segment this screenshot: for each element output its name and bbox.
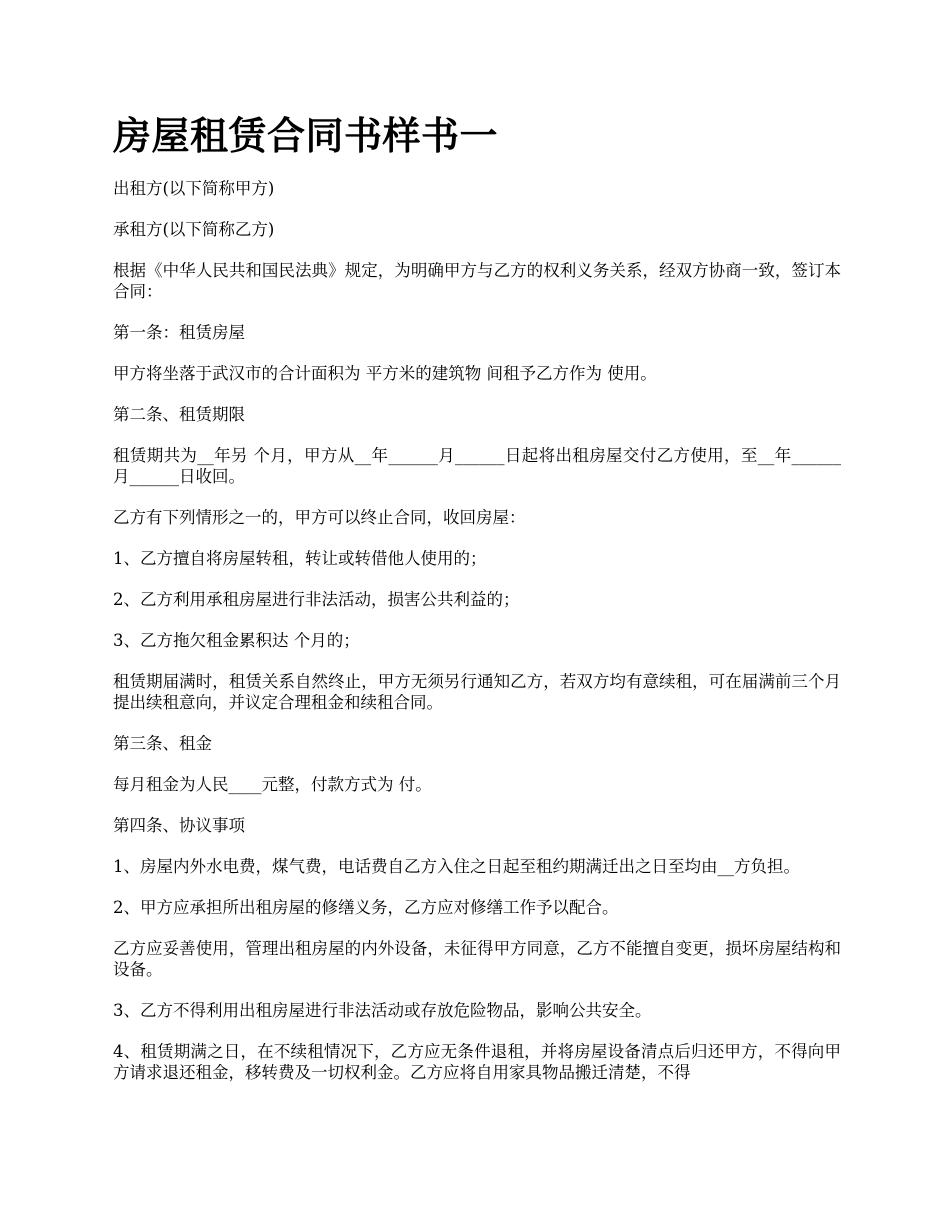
article-2-heading: 第二条、租赁期限 xyxy=(113,405,245,424)
termination-item-3: 3、乙方拖欠租金累积达 个月的； xyxy=(113,631,360,650)
article-4-heading: 第四条、协议事项 xyxy=(113,816,245,835)
article-3-rent: 每月租金为人民____元整，付款方式为 付。 xyxy=(113,775,432,794)
article-2-expiry: 租赁期届满时，租赁关系自然终止，甲方无须另行通知乙方，若双方均有意续租，可在届满前三个月提出续租意向，并议定合理租金和续租合同。 xyxy=(113,672,841,712)
document-page xyxy=(113,108,841,1103)
termination-item-2: 2、乙方利用承租房屋进行非法活动，损害公共利益的； xyxy=(113,590,520,609)
paragraph-lessee: 承租方(以下简称乙方) xyxy=(113,220,275,239)
termination-item-1: 1、乙方擅自将房屋转租，转让或转借他人使用的； xyxy=(113,549,487,568)
agreement-item-3: 3、乙方不得利用出租房屋进行非法活动或存放危险物品，影响公共安全。 xyxy=(113,1001,652,1020)
agreement-item-2-detail: 乙方应妥善使用，管理出租房屋的内外设备，未征得甲方同意，乙方不能擅自变更，损坏房屋结构和设备。 xyxy=(113,939,841,979)
paragraph-lessor: 出租方(以下简称甲方) xyxy=(113,179,275,198)
paragraph-preamble: 根据《中华人民共和国民法典》规定，为明确甲方与乙方的权利义务关系，经双方协商一致，签订本合同： xyxy=(113,261,841,301)
article-3-heading: 第三条、租金 xyxy=(113,734,212,753)
article-2-term: 租赁期共为__年另 个月，甲方从__年______月______日起将出租房屋交付乙方使用，至__年______月______日收回。 xyxy=(113,446,841,486)
article-2-termination-intro: 乙方有下列情形之一的，甲方可以终止合同，收回房屋： xyxy=(113,508,526,527)
agreement-item-1: 1、房屋内外水电费，煤气费，电话费自乙方入住之日起至租约期满迁出之日至均由__方负担。 xyxy=(113,857,800,876)
article-1-body: 甲方将坐落于武汉市的合计面积为 平方米的建筑物 间租予乙方作为 使用。 xyxy=(113,364,657,383)
document-title: 房屋租赁合同书样书一 xyxy=(113,113,499,158)
agreement-item-2: 2、甲方应承担所出租房屋的修缮义务，乙方应对修缮工作予以配合。 xyxy=(113,898,619,917)
agreement-item-4: 4、租赁期满之日，在不续租情况下，乙方应无条件退租，并将房屋设备清点后归还甲方，不得向甲方请求退还租金，移转费及一切权利金。乙方应将自用家具物品搬迁清楚，不得 xyxy=(113,1042,841,1082)
article-1-heading: 第一条：租赁房屋 xyxy=(113,323,245,342)
